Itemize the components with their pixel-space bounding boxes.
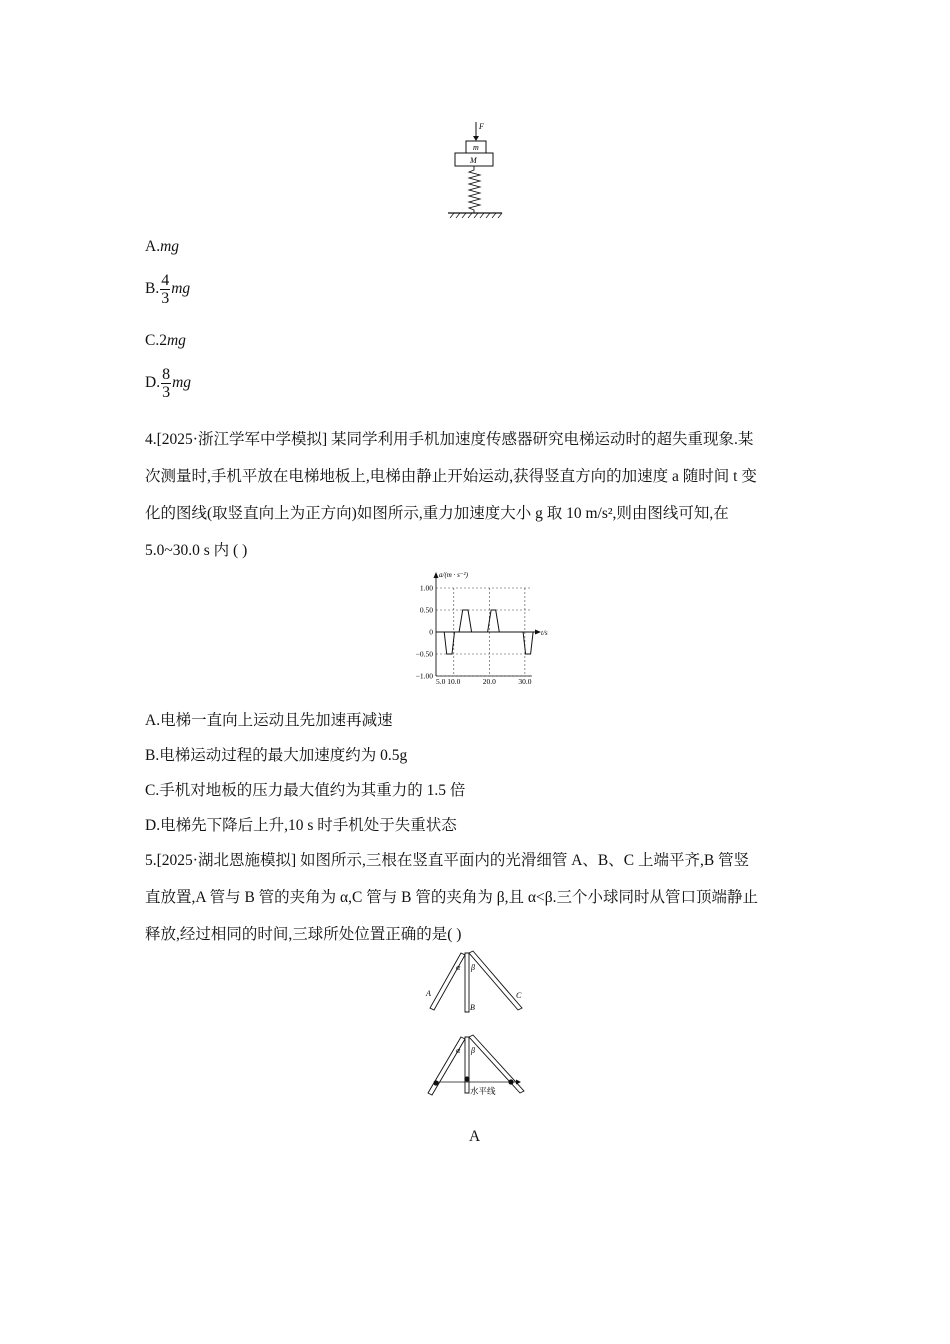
- q3-option-c: C.2mg: [145, 332, 186, 349]
- q4-line-3: 化的图线(取竖直向上为正方向)如图所示,重力加速度大小 g 取 10 m/s²,则由图线可知,在: [145, 505, 729, 522]
- q3-option-b: B. $\frac{4}{3}$ mg: [145, 272, 191, 307]
- answer-alpha-label: α: [456, 1046, 461, 1055]
- tube-c-label: C: [516, 991, 522, 1000]
- tube-a-label: A: [426, 989, 431, 998]
- q3-option-a: A.mg: [145, 238, 180, 255]
- y-tick-label: −0.50: [415, 649, 433, 659]
- alpha-label: α: [456, 963, 461, 972]
- y-axis-label: a/(m · s⁻²): [439, 571, 468, 579]
- q5-line-2: 直放置,A 管与 B 管的夹角为 α,C 管与 B 管的夹角为 β,且 α<β.三个小球同时从管口顶端静止: [145, 889, 758, 906]
- tube-b-label: B: [470, 1003, 475, 1012]
- horizontal-line-label: 水平线: [470, 1086, 496, 1096]
- q4-option-c: C.手机对地板的压力最大值约为其重力的 1.5 倍: [145, 782, 466, 799]
- y-tick-label: 0: [429, 627, 433, 637]
- force-label: F: [479, 122, 484, 131]
- q4-option-b: B.电梯运动过程的最大加速度约为 0.5g: [145, 747, 408, 764]
- q4-line-4: 5.0~30.0 s 内 ( ): [145, 542, 248, 559]
- x-tick-label: 30.0: [518, 677, 532, 686]
- q4-line-2: 次测量时,手机平放在电梯地板上,电梯由静止开始运动,获得竖直方向的加速度 a 随时间 t 变: [145, 468, 757, 485]
- y-tick-label: 1.00: [419, 583, 433, 593]
- q5-line-1: 5.[2025·湖北恩施模拟] 如图所示,三根在竖直平面内的光滑细管 A、B、C 上端平齐,B 管竖: [145, 852, 750, 869]
- answer-a-figure: [420, 1033, 532, 1099]
- y-tick-label: −1.00: [415, 671, 433, 681]
- spring-block-figure: [440, 118, 510, 222]
- y-axis-arrow: [434, 572, 439, 578]
- answer-option-label: A: [469, 1128, 481, 1145]
- y-tick-label: 0.50: [419, 605, 433, 615]
- small-block-label: m: [473, 143, 479, 152]
- q4-option-d: D.电梯先下降后上升,10 s 时手机处于失重状态: [145, 817, 457, 834]
- answer-beta-label: β: [471, 1046, 475, 1055]
- x-tick-label: 20.0: [482, 677, 496, 686]
- q4-option-a: A.电梯一直向上运动且先加速再减速: [145, 712, 393, 729]
- acceleration-time-chart: [400, 562, 550, 688]
- x-tick-label: 10.0: [447, 677, 461, 686]
- beta-label: β: [471, 963, 475, 972]
- x-axis-label: t/s: [541, 629, 548, 637]
- x-tick-label: 5.0: [436, 677, 446, 686]
- q3-option-d: D. $\frac{8}{3}$ mg: [145, 366, 192, 401]
- big-block-label: M: [470, 156, 477, 165]
- three-tubes-figure: [420, 948, 532, 1016]
- q4-line-1: 4.[2025·浙江学军中学模拟] 某同学利用手机加速度传感器研究电梯运动时的超失重现象.某: [145, 431, 754, 448]
- q5-line-3: 释放,经过相同的时间,三球所处位置正确的是( ): [145, 926, 462, 943]
